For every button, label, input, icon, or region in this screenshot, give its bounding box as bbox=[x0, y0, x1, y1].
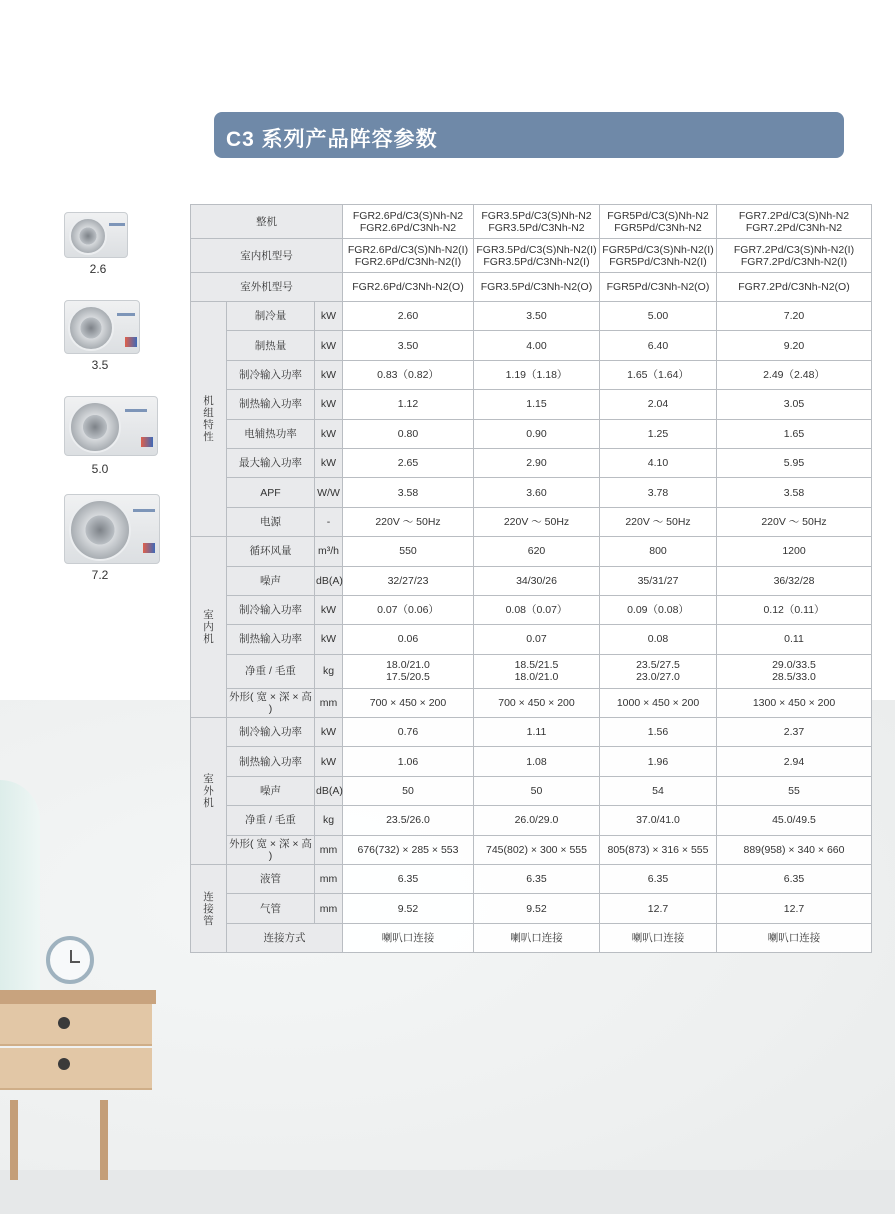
value-cell: 3.60 bbox=[474, 478, 600, 507]
value-cell: 喇叭口连接 bbox=[343, 923, 474, 952]
value-cell: 2.04 bbox=[600, 390, 717, 419]
spec-table bbox=[190, 204, 872, 953]
header-row bbox=[191, 273, 872, 302]
table-row bbox=[191, 747, 872, 776]
param-label: 噪声 bbox=[227, 776, 315, 805]
param-label: 净重 / 毛重 bbox=[227, 654, 315, 688]
value-cell: 1.08 bbox=[474, 747, 600, 776]
value-cell: 0.11 bbox=[717, 625, 872, 654]
value-cell: 700 × 450 × 200 bbox=[343, 688, 474, 717]
param-unit: m³/h bbox=[315, 537, 343, 566]
value-cell: 喇叭口连接 bbox=[600, 923, 717, 952]
value-cell: 745(802) × 300 × 555 bbox=[474, 835, 600, 864]
value-cell: 889(958) × 340 × 660 bbox=[717, 835, 872, 864]
row-label: 整机 bbox=[191, 205, 343, 239]
param-unit: mm bbox=[315, 835, 343, 864]
table-row bbox=[191, 776, 872, 805]
value-cell: 1.12 bbox=[343, 390, 474, 419]
param-unit: mm bbox=[315, 894, 343, 923]
table-row bbox=[191, 478, 872, 507]
table-row bbox=[191, 923, 872, 952]
header-row bbox=[191, 239, 872, 273]
table-row bbox=[191, 625, 872, 654]
param-unit: kW bbox=[315, 302, 343, 331]
unit-label: 3.5 bbox=[91, 358, 109, 372]
value-cell: 7.20 bbox=[717, 302, 872, 331]
table-row bbox=[191, 390, 872, 419]
value-cell: 676(732) × 285 × 553 bbox=[343, 835, 474, 864]
param-label: APF bbox=[227, 478, 315, 507]
param-label: 最大输入功率 bbox=[227, 448, 315, 477]
param-label: 外形( 宽 × 深 × 高 ) bbox=[227, 835, 315, 864]
outdoor-unit-5-0 bbox=[64, 396, 158, 476]
group-label: 室 内 机 bbox=[191, 537, 227, 718]
param-label: 气管 bbox=[227, 894, 315, 923]
param-label: 制热输入功率 bbox=[227, 747, 315, 776]
table-row bbox=[191, 302, 872, 331]
header-row bbox=[191, 205, 872, 239]
param-unit: kW bbox=[315, 595, 343, 624]
value-cell: 805(873) × 316 × 555 bbox=[600, 835, 717, 864]
param-unit: dB(A) bbox=[315, 566, 343, 595]
value-cell: 12.7 bbox=[717, 894, 872, 923]
value-cell: 32/27/23 bbox=[343, 566, 474, 595]
unit-label: 2.6 bbox=[89, 262, 107, 276]
table-row bbox=[191, 537, 872, 566]
param-unit: kW bbox=[315, 331, 343, 360]
table-row bbox=[191, 566, 872, 595]
param-label: 制热量 bbox=[227, 331, 315, 360]
outdoor-unit-3-5 bbox=[64, 300, 140, 372]
unit-label: 7.2 bbox=[91, 568, 109, 582]
value-cell: 220V ～ 50Hz bbox=[343, 507, 474, 536]
param-label: 电辅热功率 bbox=[227, 419, 315, 448]
row-label: 室内机型号 bbox=[191, 239, 343, 273]
param-unit: mm bbox=[315, 688, 343, 717]
value-cell: 1.56 bbox=[600, 718, 717, 747]
table-row bbox=[191, 688, 872, 717]
param-unit: kW bbox=[315, 419, 343, 448]
value-cell: 1300 × 450 × 200 bbox=[717, 688, 872, 717]
table-row bbox=[191, 419, 872, 448]
value-cell: 2.37 bbox=[717, 718, 872, 747]
unit-label: 5.0 bbox=[91, 462, 109, 476]
value-cell: 喇叭口连接 bbox=[717, 923, 872, 952]
model-cell: FGR3.5Pd/C3(S)Nh-N2(I) FGR3.5Pd/C3Nh-N2(I) bbox=[474, 239, 600, 273]
value-cell: 0.09（0.08） bbox=[600, 595, 717, 624]
value-cell: 700 × 450 × 200 bbox=[474, 688, 600, 717]
table-row bbox=[191, 595, 872, 624]
value-cell: 9.20 bbox=[717, 331, 872, 360]
value-cell: 1200 bbox=[717, 537, 872, 566]
value-cell: 29.0/33.5 28.5/33.0 bbox=[717, 654, 872, 688]
value-cell: 1.15 bbox=[474, 390, 600, 419]
value-cell: 0.07 bbox=[474, 625, 600, 654]
table-row bbox=[191, 718, 872, 747]
outdoor-unit-7-2 bbox=[64, 494, 160, 582]
value-cell: 3.05 bbox=[717, 390, 872, 419]
value-cell: 36/32/28 bbox=[717, 566, 872, 595]
value-cell: 1.19（1.18） bbox=[474, 360, 600, 389]
table-row bbox=[191, 806, 872, 835]
table-row bbox=[191, 865, 872, 894]
value-cell: 220V ～ 50Hz bbox=[717, 507, 872, 536]
model-cell: FGR5Pd/C3(S)Nh-N2(I) FGR5Pd/C3Nh-N2(I) bbox=[600, 239, 717, 273]
value-cell: 0.06 bbox=[343, 625, 474, 654]
model-cell: FGR5Pd/C3Nh-N2(O) bbox=[600, 273, 717, 302]
value-cell: 26.0/29.0 bbox=[474, 806, 600, 835]
model-cell: FGR3.5Pd/C3Nh-N2(O) bbox=[474, 273, 600, 302]
value-cell: 35/31/27 bbox=[600, 566, 717, 595]
param-unit: kW bbox=[315, 625, 343, 654]
value-cell: 2.94 bbox=[717, 747, 872, 776]
value-cell: 2.60 bbox=[343, 302, 474, 331]
value-cell: 23.5/27.5 23.0/27.0 bbox=[600, 654, 717, 688]
value-cell: 5.00 bbox=[600, 302, 717, 331]
value-cell: 5.95 bbox=[717, 448, 872, 477]
outdoor-unit-2-6 bbox=[64, 212, 128, 276]
value-cell: 220V ～ 50Hz bbox=[474, 507, 600, 536]
value-cell: 6.35 bbox=[343, 865, 474, 894]
value-cell: 2.65 bbox=[343, 448, 474, 477]
value-cell: 220V ～ 50Hz bbox=[600, 507, 717, 536]
value-cell: 0.90 bbox=[474, 419, 600, 448]
value-cell: 9.52 bbox=[343, 894, 474, 923]
value-cell: 喇叭口连接 bbox=[474, 923, 600, 952]
page-title: C3 系列产品阵容参数 bbox=[214, 112, 844, 158]
param-label: 电源 bbox=[227, 507, 315, 536]
model-cell: FGR7.2Pd/C3(S)Nh-N2 FGR7.2Pd/C3Nh-N2 bbox=[717, 205, 872, 239]
value-cell: 0.08（0.07） bbox=[474, 595, 600, 624]
value-cell: 6.35 bbox=[474, 865, 600, 894]
value-cell: 54 bbox=[600, 776, 717, 805]
table-row bbox=[191, 507, 872, 536]
value-cell: 1.06 bbox=[343, 747, 474, 776]
table-row bbox=[191, 835, 872, 864]
model-cell: FGR7.2Pd/C3Nh-N2(O) bbox=[717, 273, 872, 302]
table-row bbox=[191, 331, 872, 360]
value-cell: 1.65 bbox=[717, 419, 872, 448]
value-cell: 12.7 bbox=[600, 894, 717, 923]
value-cell: 550 bbox=[343, 537, 474, 566]
model-cell: FGR2.6Pd/C3Nh-N2(O) bbox=[343, 273, 474, 302]
cabinet-decoration bbox=[0, 990, 156, 1100]
param-unit: kW bbox=[315, 360, 343, 389]
value-cell: 3.78 bbox=[600, 478, 717, 507]
value-cell: 34/30/26 bbox=[474, 566, 600, 595]
param-label: 噪声 bbox=[227, 566, 315, 595]
value-cell: 0.12（0.11） bbox=[717, 595, 872, 624]
model-cell: FGR5Pd/C3(S)Nh-N2 FGR5Pd/C3Nh-N2 bbox=[600, 205, 717, 239]
param-label: 制热输入功率 bbox=[227, 390, 315, 419]
param-label: 液管 bbox=[227, 865, 315, 894]
param-label: 制热输入功率 bbox=[227, 625, 315, 654]
table-row bbox=[191, 360, 872, 389]
value-cell: 55 bbox=[717, 776, 872, 805]
param-unit: W/W bbox=[315, 478, 343, 507]
value-cell: 0.83（0.82） bbox=[343, 360, 474, 389]
value-cell: 9.52 bbox=[474, 894, 600, 923]
value-cell: 0.07（0.06） bbox=[343, 595, 474, 624]
value-cell: 1.65（1.64） bbox=[600, 360, 717, 389]
param-unit: dB(A) bbox=[315, 776, 343, 805]
param-label: 制冷输入功率 bbox=[227, 718, 315, 747]
value-cell: 0.76 bbox=[343, 718, 474, 747]
value-cell: 0.80 bbox=[343, 419, 474, 448]
group-label: 室 外 机 bbox=[191, 718, 227, 865]
value-cell: 4.00 bbox=[474, 331, 600, 360]
param-unit: kW bbox=[315, 448, 343, 477]
clock-icon bbox=[46, 936, 94, 984]
param-label: 外形( 宽 × 深 × 高 ) bbox=[227, 688, 315, 717]
value-cell: 50 bbox=[474, 776, 600, 805]
value-cell: 2.49（2.48） bbox=[717, 360, 872, 389]
param-label: 制冷输入功率 bbox=[227, 595, 315, 624]
floor bbox=[0, 1170, 895, 1214]
param-label: 循环风量 bbox=[227, 537, 315, 566]
value-cell: 3.58 bbox=[717, 478, 872, 507]
value-cell: 0.08 bbox=[600, 625, 717, 654]
value-cell: 3.50 bbox=[474, 302, 600, 331]
model-cell: FGR7.2Pd/C3(S)Nh-N2(I) FGR7.2Pd/C3Nh-N2(I) bbox=[717, 239, 872, 273]
value-cell: 1.96 bbox=[600, 747, 717, 776]
param-unit: kW bbox=[315, 390, 343, 419]
param-unit: kW bbox=[315, 747, 343, 776]
value-cell: 1000 × 450 × 200 bbox=[600, 688, 717, 717]
model-cell: FGR2.6Pd/C3(S)Nh-N2(I) FGR2.6Pd/C3Nh-N2(I) bbox=[343, 239, 474, 273]
param-label: 制冷输入功率 bbox=[227, 360, 315, 389]
value-cell: 6.35 bbox=[600, 865, 717, 894]
table-row bbox=[191, 894, 872, 923]
value-cell: 1.25 bbox=[600, 419, 717, 448]
param-label: 连接方式 bbox=[227, 923, 343, 952]
table-row bbox=[191, 448, 872, 477]
value-cell: 23.5/26.0 bbox=[343, 806, 474, 835]
group-label: 连 接 管 bbox=[191, 865, 227, 953]
param-unit: - bbox=[315, 507, 343, 536]
table-row bbox=[191, 654, 872, 688]
value-cell: 37.0/41.0 bbox=[600, 806, 717, 835]
value-cell: 6.40 bbox=[600, 331, 717, 360]
param-unit: kW bbox=[315, 718, 343, 747]
model-cell: FGR3.5Pd/C3(S)Nh-N2 FGR3.5Pd/C3Nh-N2 bbox=[474, 205, 600, 239]
param-label: 净重 / 毛重 bbox=[227, 806, 315, 835]
value-cell: 800 bbox=[600, 537, 717, 566]
value-cell: 1.11 bbox=[474, 718, 600, 747]
value-cell: 2.90 bbox=[474, 448, 600, 477]
value-cell: 4.10 bbox=[600, 448, 717, 477]
value-cell: 6.35 bbox=[717, 865, 872, 894]
param-unit: kg bbox=[315, 654, 343, 688]
param-unit: mm bbox=[315, 865, 343, 894]
plant-decoration bbox=[0, 780, 40, 1000]
group-label: 机 组 特 性 bbox=[191, 302, 227, 537]
param-label: 制冷量 bbox=[227, 302, 315, 331]
param-unit: kg bbox=[315, 806, 343, 835]
value-cell: 45.0/49.5 bbox=[717, 806, 872, 835]
row-label: 室外机型号 bbox=[191, 273, 343, 302]
value-cell: 18.5/21.5 18.0/21.0 bbox=[474, 654, 600, 688]
value-cell: 620 bbox=[474, 537, 600, 566]
value-cell: 3.50 bbox=[343, 331, 474, 360]
value-cell: 3.58 bbox=[343, 478, 474, 507]
value-cell: 18.0/21.0 17.5/20.5 bbox=[343, 654, 474, 688]
value-cell: 50 bbox=[343, 776, 474, 805]
model-cell: FGR2.6Pd/C3(S)Nh-N2 FGR2.6Pd/C3Nh-N2 bbox=[343, 205, 474, 239]
